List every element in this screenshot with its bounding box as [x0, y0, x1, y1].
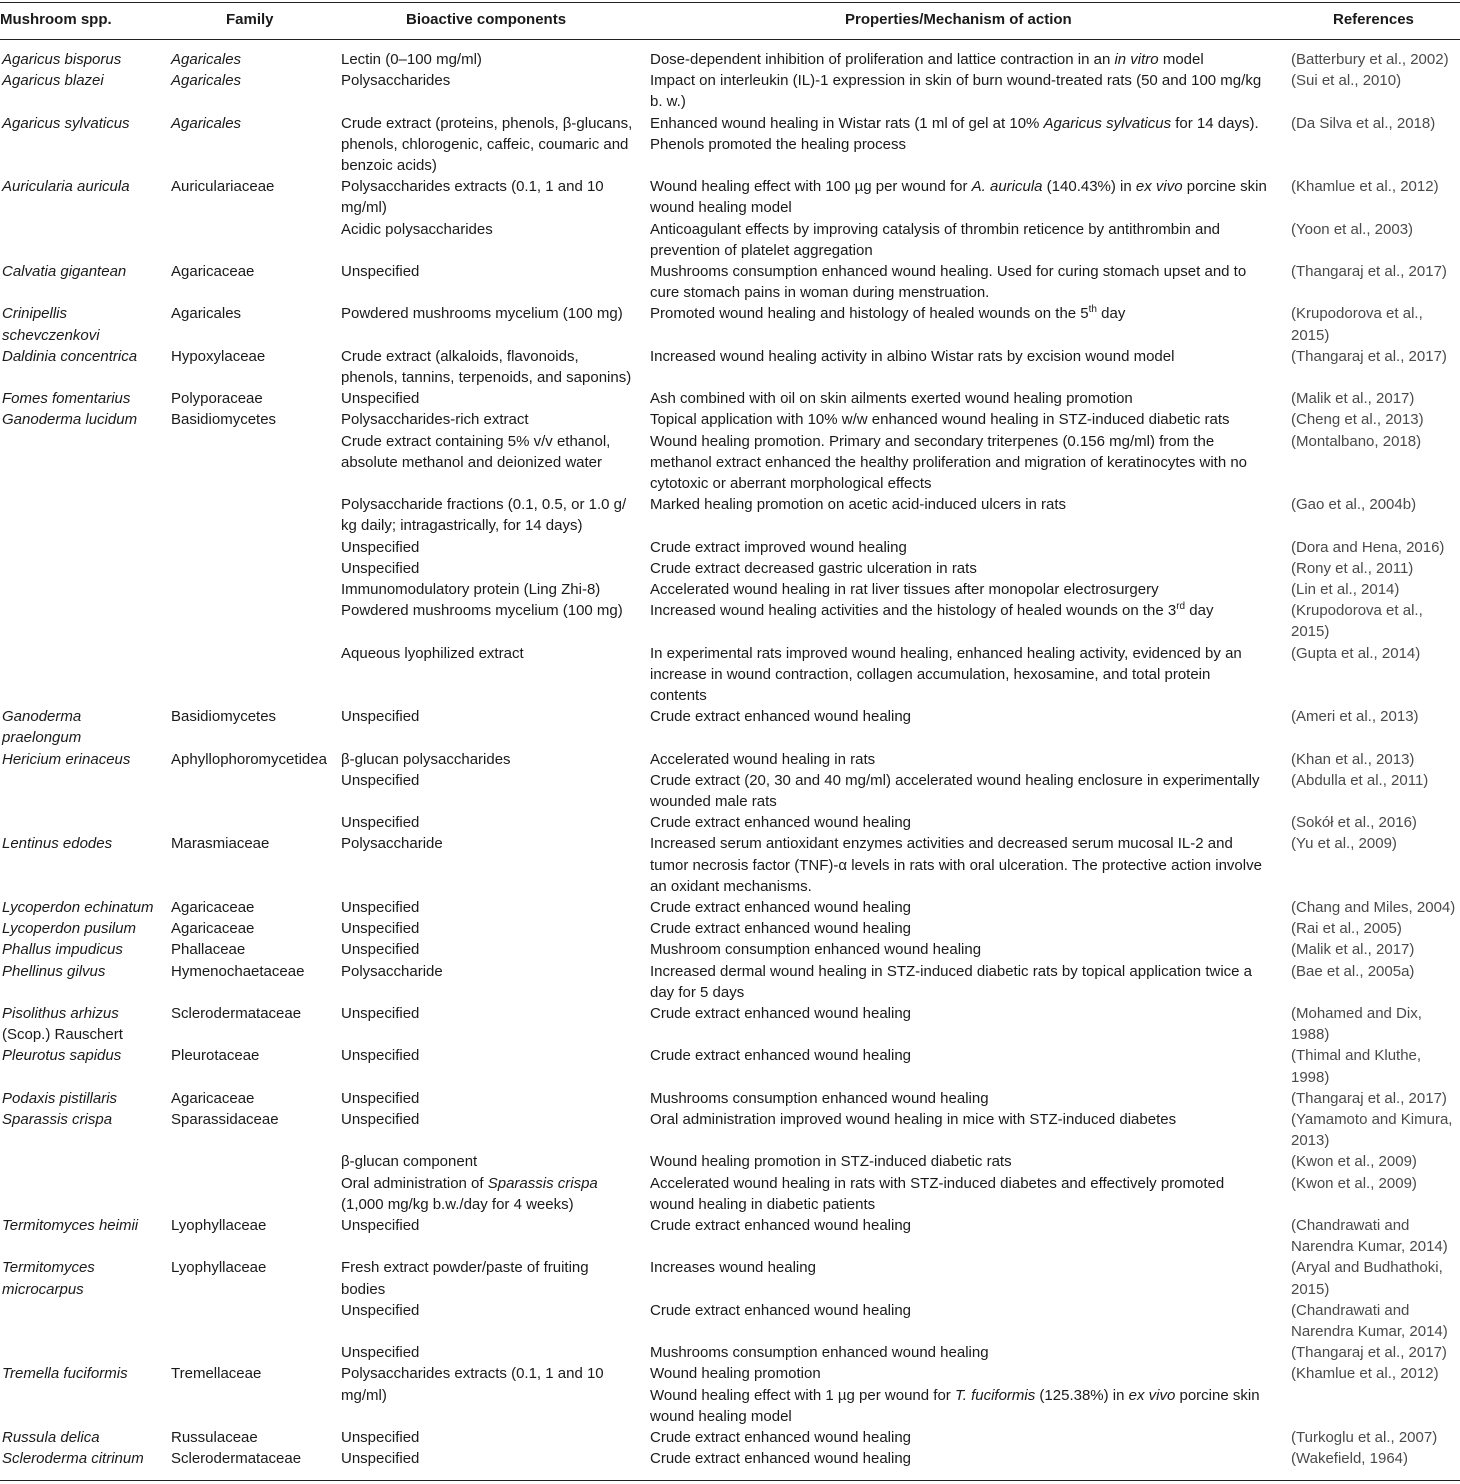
cell-species: Ganoderma	[2, 708, 82, 726]
cell-species: Termitomyces heimii	[2, 1217, 139, 1234]
cell-references: (Rai et al., 2005)	[1291, 920, 1402, 938]
cell-properties: Increased wound healing activities and the histology of healed wounds on the 3rd day	[650, 601, 1214, 620]
cell-references: (Khamlue et al., 2012)	[1291, 178, 1439, 196]
cell-properties: cytotoxic or aberrant morphological effects	[650, 475, 932, 492]
cell-components: Unspecified	[341, 1429, 420, 1446]
cell-components: Crude extract (proteins, phenols, β-glucans,	[341, 114, 633, 132]
cell-properties: increase in wound contraction, collagen accumulation, hexosamine, and total protein	[650, 665, 1211, 683]
cell-species: Calvatia gigantean	[2, 263, 127, 280]
cell-components: Powdered mushrooms mycelium (100 mg)	[341, 305, 623, 323]
cell-references: (Malik et al., 2017)	[1291, 390, 1415, 408]
cell-components: Lectin (0–100 mg/ml)	[341, 51, 482, 68]
cell-references: (Krupodorova et al.,	[1291, 602, 1423, 620]
cell-components: mg/ml)	[341, 1386, 387, 1404]
cell-family: Sclerodermataceae	[171, 1005, 302, 1022]
cell-family: Agaricales	[171, 72, 242, 90]
cell-references: (Yu et al., 2009)	[1291, 835, 1397, 853]
cell-family: Agaricales	[171, 51, 242, 68]
table-bottom-rule	[0, 1480, 1460, 1481]
cell-references: (Chandrawati and	[1291, 1217, 1410, 1234]
cell-family: Aphyllophoromycetidea	[171, 750, 327, 768]
cell-species: microcarpus	[2, 1280, 84, 1298]
cell-family: Lyophyllaceae	[171, 1259, 267, 1277]
cell-species: Lentinus edodes	[2, 835, 113, 853]
cell-species: Phellinus gilvus	[2, 962, 106, 980]
cell-family: Agaricaceae	[171, 263, 255, 280]
cell-family: Lyophyllaceae	[171, 1217, 267, 1234]
cell-components: Unspecified	[341, 920, 420, 938]
cell-properties: Crude extract enhanced wound healing	[650, 1047, 912, 1065]
cell-references: (Gupta et al., 2014)	[1291, 644, 1421, 662]
cell-references: (Da Silva et al., 2018)	[1291, 114, 1436, 132]
cell-properties: Accelerated wound healing in rats	[650, 750, 876, 768]
cell-components: β-glucan polysaccharides	[341, 750, 511, 768]
cell-components: Polysaccharides-rich extract	[341, 411, 529, 429]
cell-species: Pleurotus sapidus	[2, 1047, 122, 1065]
table-top-rule	[0, 2, 1460, 3]
cell-components: mg/ml)	[341, 199, 387, 217]
cell-family: Agaricales	[171, 305, 242, 323]
cell-components: Unspecified	[341, 1217, 420, 1234]
cell-references: (Abdulla et al., 2011)	[1291, 771, 1429, 789]
cell-components: Polysaccharides extracts (0.1, 1 and 10	[341, 1365, 604, 1383]
cell-components: Unspecified	[341, 538, 420, 556]
cell-references: (Turkoglu et al., 2007)	[1291, 1429, 1438, 1446]
cell-components: Polysaccharide	[341, 835, 443, 853]
cell-references: 2015)	[1291, 1280, 1330, 1298]
cell-components: Unspecified	[341, 1089, 420, 1107]
cell-properties: Crude extract decreased gastric ulceration in rats	[650, 559, 977, 577]
cell-references: (Rony et al., 2011)	[1291, 559, 1414, 577]
cell-references: (Cheng et al., 2013)	[1291, 411, 1424, 429]
cell-species: praelongum	[2, 729, 82, 747]
cell-components: Unspecified	[341, 1111, 420, 1128]
cell-properties: Crude extract enhanced wound healing	[650, 1450, 912, 1468]
cell-references: (Bae et al., 2005a)	[1291, 962, 1415, 980]
cell-references: (Dora and Hena, 2016)	[1291, 538, 1445, 556]
cell-components: Unspecified	[341, 559, 420, 577]
cell-properties: prevention of platelet aggregation	[650, 241, 873, 259]
cell-properties: wound healing model	[650, 199, 792, 217]
cell-properties: Phenols promoted the healing process	[650, 135, 906, 153]
cell-family: Auriculariaceae	[171, 178, 275, 196]
cell-components: Unspecified	[341, 1005, 420, 1022]
cell-components: Oral administration of Sparassis crispa	[341, 1174, 598, 1192]
cell-species: Podaxis pistillaris	[2, 1089, 118, 1107]
cell-species: Lycoperdon pusilum	[2, 920, 136, 938]
cell-properties: Crude extract enhanced wound healing	[650, 1005, 912, 1022]
cell-species: schevczenkovi	[2, 326, 100, 344]
cell-properties: Accelerated wound healing in rats with STZ-induced diabetes and effectively promoted	[650, 1174, 1225, 1192]
cell-components: Polysaccharides extracts (0.1, 1 and 10	[341, 178, 604, 196]
cell-properties: methanol extract enhanced the healthy proliferation and migration of keratinocytes with no	[650, 453, 1248, 471]
cell-properties: Accelerated wound healing in rat liver tissues after monopolar electrosurgery	[650, 581, 1159, 598]
cell-properties: Topical application with 10% w/w enhanced wound healing in STZ-induced diabetic rats	[650, 411, 1230, 429]
cell-properties: Crude extract (20, 30 and 40 mg/ml) accelerated wound healing enclosure in experimentally	[650, 771, 1260, 789]
cell-properties: Mushrooms consumption enhanced wound healing	[650, 1089, 989, 1107]
cell-references: (Malik et al., 2017)	[1291, 941, 1415, 959]
cell-references: Narendra Kumar, 2014)	[1291, 1323, 1448, 1340]
cell-components: Polysaccharide fractions (0.1, 0.5, or 1.0 g/	[341, 496, 627, 514]
cell-family: Sclerodermataceae	[171, 1450, 302, 1468]
cell-references: (Yoon et al., 2003)	[1291, 220, 1414, 238]
cell-components: phenols, tannins, terpenoids, and saponins)	[341, 369, 632, 386]
cell-properties: wound healing model	[650, 1407, 792, 1425]
cell-references: (Yamamoto and Kimura,	[1291, 1111, 1453, 1128]
cell-components: Unspecified	[341, 708, 420, 726]
cell-properties: Crude extract enhanced wound healing	[650, 708, 912, 726]
cell-family: Marasmiaceae	[171, 835, 270, 853]
cell-components: Powdered mushrooms mycelium (100 mg)	[341, 602, 623, 620]
cell-properties: Crude extract enhanced wound healing	[650, 920, 912, 938]
cell-components: Aqueous lyophilized extract	[341, 644, 524, 662]
cell-properties: In experimental rats improved wound healing, enhanced healing activity, evidenced by an	[650, 644, 1242, 662]
cell-family: Agaricaceae	[171, 920, 255, 938]
cell-references: 1998)	[1291, 1068, 1330, 1086]
cell-species: Agaricus blazei	[2, 72, 104, 90]
cell-references: (Thangaraj et al., 2017)	[1291, 1344, 1447, 1362]
cell-properties: Crude extract improved wound healing	[650, 538, 907, 556]
cell-references: (Mohamed and Dix,	[1291, 1005, 1422, 1022]
cell-species: Scleroderma citrinum	[2, 1450, 144, 1468]
cell-components: Polysaccharides	[341, 72, 451, 90]
cell-properties: Marked healing promotion on acetic acid-induced ulcers in rats	[650, 496, 1067, 514]
cell-components: Unspecified	[341, 390, 420, 408]
cell-components: Acidic polysaccharides	[341, 220, 493, 238]
cell-properties: Enhanced wound healing in Wistar rats (1 ml of gel at 10% Agaricus sylvaticus for 14 days).	[650, 114, 1259, 132]
cell-references: (Krupodorova et al.,	[1291, 305, 1423, 323]
cell-species: Auricularia auricula	[2, 178, 130, 196]
cell-properties: day for 5 days	[650, 983, 745, 1001]
cell-components: Unspecified	[341, 1047, 420, 1065]
cell-family: Phallaceae	[171, 941, 246, 959]
cell-family: Basidiomycetes	[171, 708, 277, 726]
cell-species: (Scop.) Rauschert	[2, 1026, 123, 1044]
cell-properties: Dose-dependent inhibition of proliferation and lattice contraction in an in vitro model	[650, 51, 1204, 68]
cell-properties: an oxidant mechanisms.	[650, 877, 812, 895]
cell-family: Hymenochaetaceae	[171, 962, 305, 980]
cell-references: (Thangaraj et al., 2017)	[1291, 263, 1447, 280]
cell-components: Fresh extract powder/paste of fruiting	[341, 1259, 589, 1277]
cell-species: Crinipellis	[2, 305, 68, 323]
cell-references: (Chandrawati and	[1291, 1301, 1410, 1319]
cell-components: phenols, chlorogenic, caffeic, coumaric and	[341, 135, 629, 153]
cell-species: Hericium erinaceus	[2, 750, 131, 768]
cell-references: (Chang and Miles, 2004)	[1291, 899, 1456, 916]
cell-references: (Thimal and Kluthe,	[1291, 1047, 1422, 1065]
header-rule	[0, 39, 1460, 40]
cell-components: Crude extract (alkaloids, flavonoids,	[341, 347, 579, 365]
cell-family: Tremellaceae	[171, 1365, 262, 1383]
cell-references: (Wakefield, 1964)	[1291, 1450, 1408, 1468]
cell-properties: Wound healing effect with 1 µg per wound for T. fuciformis (125.38%) in ex vivo porcine skin	[650, 1386, 1260, 1404]
cell-components: Immunomodulatory protein (Ling Zhi-8)	[341, 581, 601, 598]
cell-family: Polyporaceae	[171, 390, 263, 408]
cell-references: (Lin et al., 2014)	[1291, 581, 1400, 598]
cell-properties: Mushroom consumption enhanced wound healing	[650, 941, 982, 959]
cell-properties: Crude extract enhanced wound healing	[650, 1217, 912, 1234]
cell-family: Agaricales	[171, 114, 242, 132]
header-components: Bioactive components	[406, 11, 567, 28]
cell-components: Unspecified	[341, 771, 420, 789]
cell-properties: wound healing in diabetic patients	[650, 1195, 876, 1213]
header-species: Mushroom spp.	[0, 11, 112, 28]
cell-properties: cure stomach pains in woman during menstruation.	[650, 284, 990, 302]
cell-components: Unspecified	[341, 1301, 420, 1319]
header-properties: Properties/Mechanism of action	[845, 11, 1072, 28]
cell-references: 2015)	[1291, 623, 1330, 641]
cell-properties: Oral administration improved wound healing in mice with STZ-induced diabetes	[650, 1111, 1177, 1128]
cell-properties: Increased dermal wound healing in STZ-induced diabetic rats by topical application twice a	[650, 962, 1252, 980]
cell-references: 1988)	[1291, 1026, 1330, 1044]
cell-properties: Increases wound healing	[650, 1259, 816, 1277]
cell-species: Phallus impudicus	[2, 941, 123, 959]
cell-components: benzoic acids)	[341, 157, 437, 174]
cell-properties: Increased serum antioxidant enzymes activities and decreased serum mucosal IL-2 and	[650, 835, 1233, 853]
cell-properties: Crude extract enhanced wound healing	[650, 899, 912, 916]
cell-components: Unspecified	[341, 941, 420, 959]
cell-species: Daldinia concentrica	[2, 347, 138, 365]
cell-properties: Crude extract enhanced wound healing	[650, 1301, 912, 1319]
cell-species: Russula delica	[2, 1429, 100, 1446]
cell-family: Hypoxylaceae	[171, 347, 266, 365]
cell-components: Crude extract containing 5% v/v ethanol,	[341, 432, 611, 450]
cell-family: Pleurotaceae	[171, 1047, 260, 1065]
cell-references: (Batterbury et al., 2002)	[1291, 51, 1449, 68]
cell-references: (Kwon et al., 2009)	[1291, 1153, 1417, 1171]
cell-properties: Ash combined with oil on skin ailments exerted wound healing promotion	[650, 390, 1133, 408]
cell-properties: Crude extract enhanced wound healing	[650, 814, 912, 832]
cell-species: Pisolithus arhizus	[2, 1005, 119, 1022]
cell-references: (Sui et al., 2010)	[1291, 72, 1402, 90]
cell-references: (Thangaraj et al., 2017)	[1291, 347, 1447, 365]
cell-references: (Khan et al., 2013)	[1291, 750, 1415, 768]
cell-properties: Wound healing promotion in STZ-induced diabetic rats	[650, 1153, 1012, 1171]
cell-references: (Sokół et al., 2016)	[1291, 814, 1417, 832]
cell-properties: contents	[650, 687, 707, 704]
cell-species: Tremella fuciformis	[2, 1365, 128, 1383]
cell-species: Ganoderma lucidum	[2, 411, 138, 429]
cell-species: Fomes fomentarius	[2, 390, 131, 408]
cell-properties: Mushrooms consumption enhanced wound healing	[650, 1344, 989, 1362]
cell-components: Unspecified	[341, 263, 420, 280]
cell-references: 2015)	[1291, 326, 1330, 344]
cell-components: kg daily; intragastrically, for 14 days)	[341, 517, 583, 535]
cell-family: Russulaceae	[171, 1429, 258, 1446]
cell-components: β-glucan component	[341, 1153, 478, 1171]
cell-references: (Aryal and Budhathoki,	[1291, 1259, 1443, 1277]
cell-components: Polysaccharide	[341, 962, 443, 980]
cell-species: Agaricus bisporus	[2, 51, 122, 68]
cell-references: Narendra Kumar, 2014)	[1291, 1238, 1448, 1256]
cell-references: (Kwon et al., 2009)	[1291, 1174, 1417, 1192]
cell-family: Sparassidaceae	[171, 1111, 279, 1128]
cell-references: (Khamlue et al., 2012)	[1291, 1365, 1439, 1383]
cell-components: (1,000 mg/kg b.w./day for 4 weeks)	[341, 1195, 574, 1213]
cell-references: 2013)	[1291, 1132, 1330, 1150]
cell-properties: Wound healing effect with 100 µg per wound for A. auricula (140.43%) in ex vivo porcine skin	[650, 178, 1267, 196]
cell-references: (Gao et al., 2004b)	[1291, 496, 1417, 514]
cell-properties: tumor necrosis factor (TNF)-α levels in rats with oral ulceration. The protective action involve	[650, 856, 1262, 874]
header-references: References	[1333, 11, 1414, 28]
cell-properties: Increased wound healing activity in albino Wistar rats by excision wound model	[650, 347, 1175, 365]
cell-components: Unspecified	[341, 1344, 420, 1362]
cell-family: Basidiomycetes	[171, 411, 277, 429]
cell-properties: Promoted wound healing and histology of healed wounds on the 5th day	[650, 304, 1126, 323]
cell-components: Unspecified	[341, 814, 420, 832]
cell-properties: Mushrooms consumption enhanced wound healing. Used for curing stomach upset and to	[650, 263, 1247, 280]
cell-properties: Crude extract enhanced wound healing	[650, 1429, 912, 1446]
cell-properties: wounded male rats	[650, 793, 777, 810]
cell-species: Sparassis crispa	[2, 1111, 113, 1128]
cell-properties: Impact on interleukin (IL)-1 expression in skin of burn wound-treated rats (50 and 100 mg/kg	[650, 72, 1262, 90]
header-family: Family	[226, 11, 274, 28]
cell-references: (Ameri et al., 2013)	[1291, 708, 1419, 726]
cell-species: Lycoperdon echinatum	[2, 899, 154, 916]
cell-properties: Wound healing promotion. Primary and secondary triterpenes (0.156 mg/ml) from the	[650, 432, 1215, 450]
cell-family: Agaricaceae	[171, 1089, 255, 1107]
cell-components: absolute methanol and deionized water	[341, 453, 603, 471]
cell-family: Agaricaceae	[171, 899, 255, 916]
cell-species: Agaricus sylvaticus	[2, 114, 130, 132]
cell-components: Unspecified	[341, 899, 420, 916]
cell-properties: Anticoagulant effects by improving catalysis of thrombin reticence by antithrombin and	[650, 220, 1221, 238]
cell-references: (Montalbano, 2018)	[1291, 432, 1422, 450]
cell-components: bodies	[341, 1280, 386, 1298]
cell-properties: b. w.)	[650, 93, 686, 111]
cell-components: Unspecified	[341, 1450, 420, 1468]
cell-species: Termitomyces	[2, 1259, 95, 1277]
cell-properties: Wound healing promotion	[650, 1365, 821, 1383]
cell-references: (Thangaraj et al., 2017)	[1291, 1089, 1447, 1107]
